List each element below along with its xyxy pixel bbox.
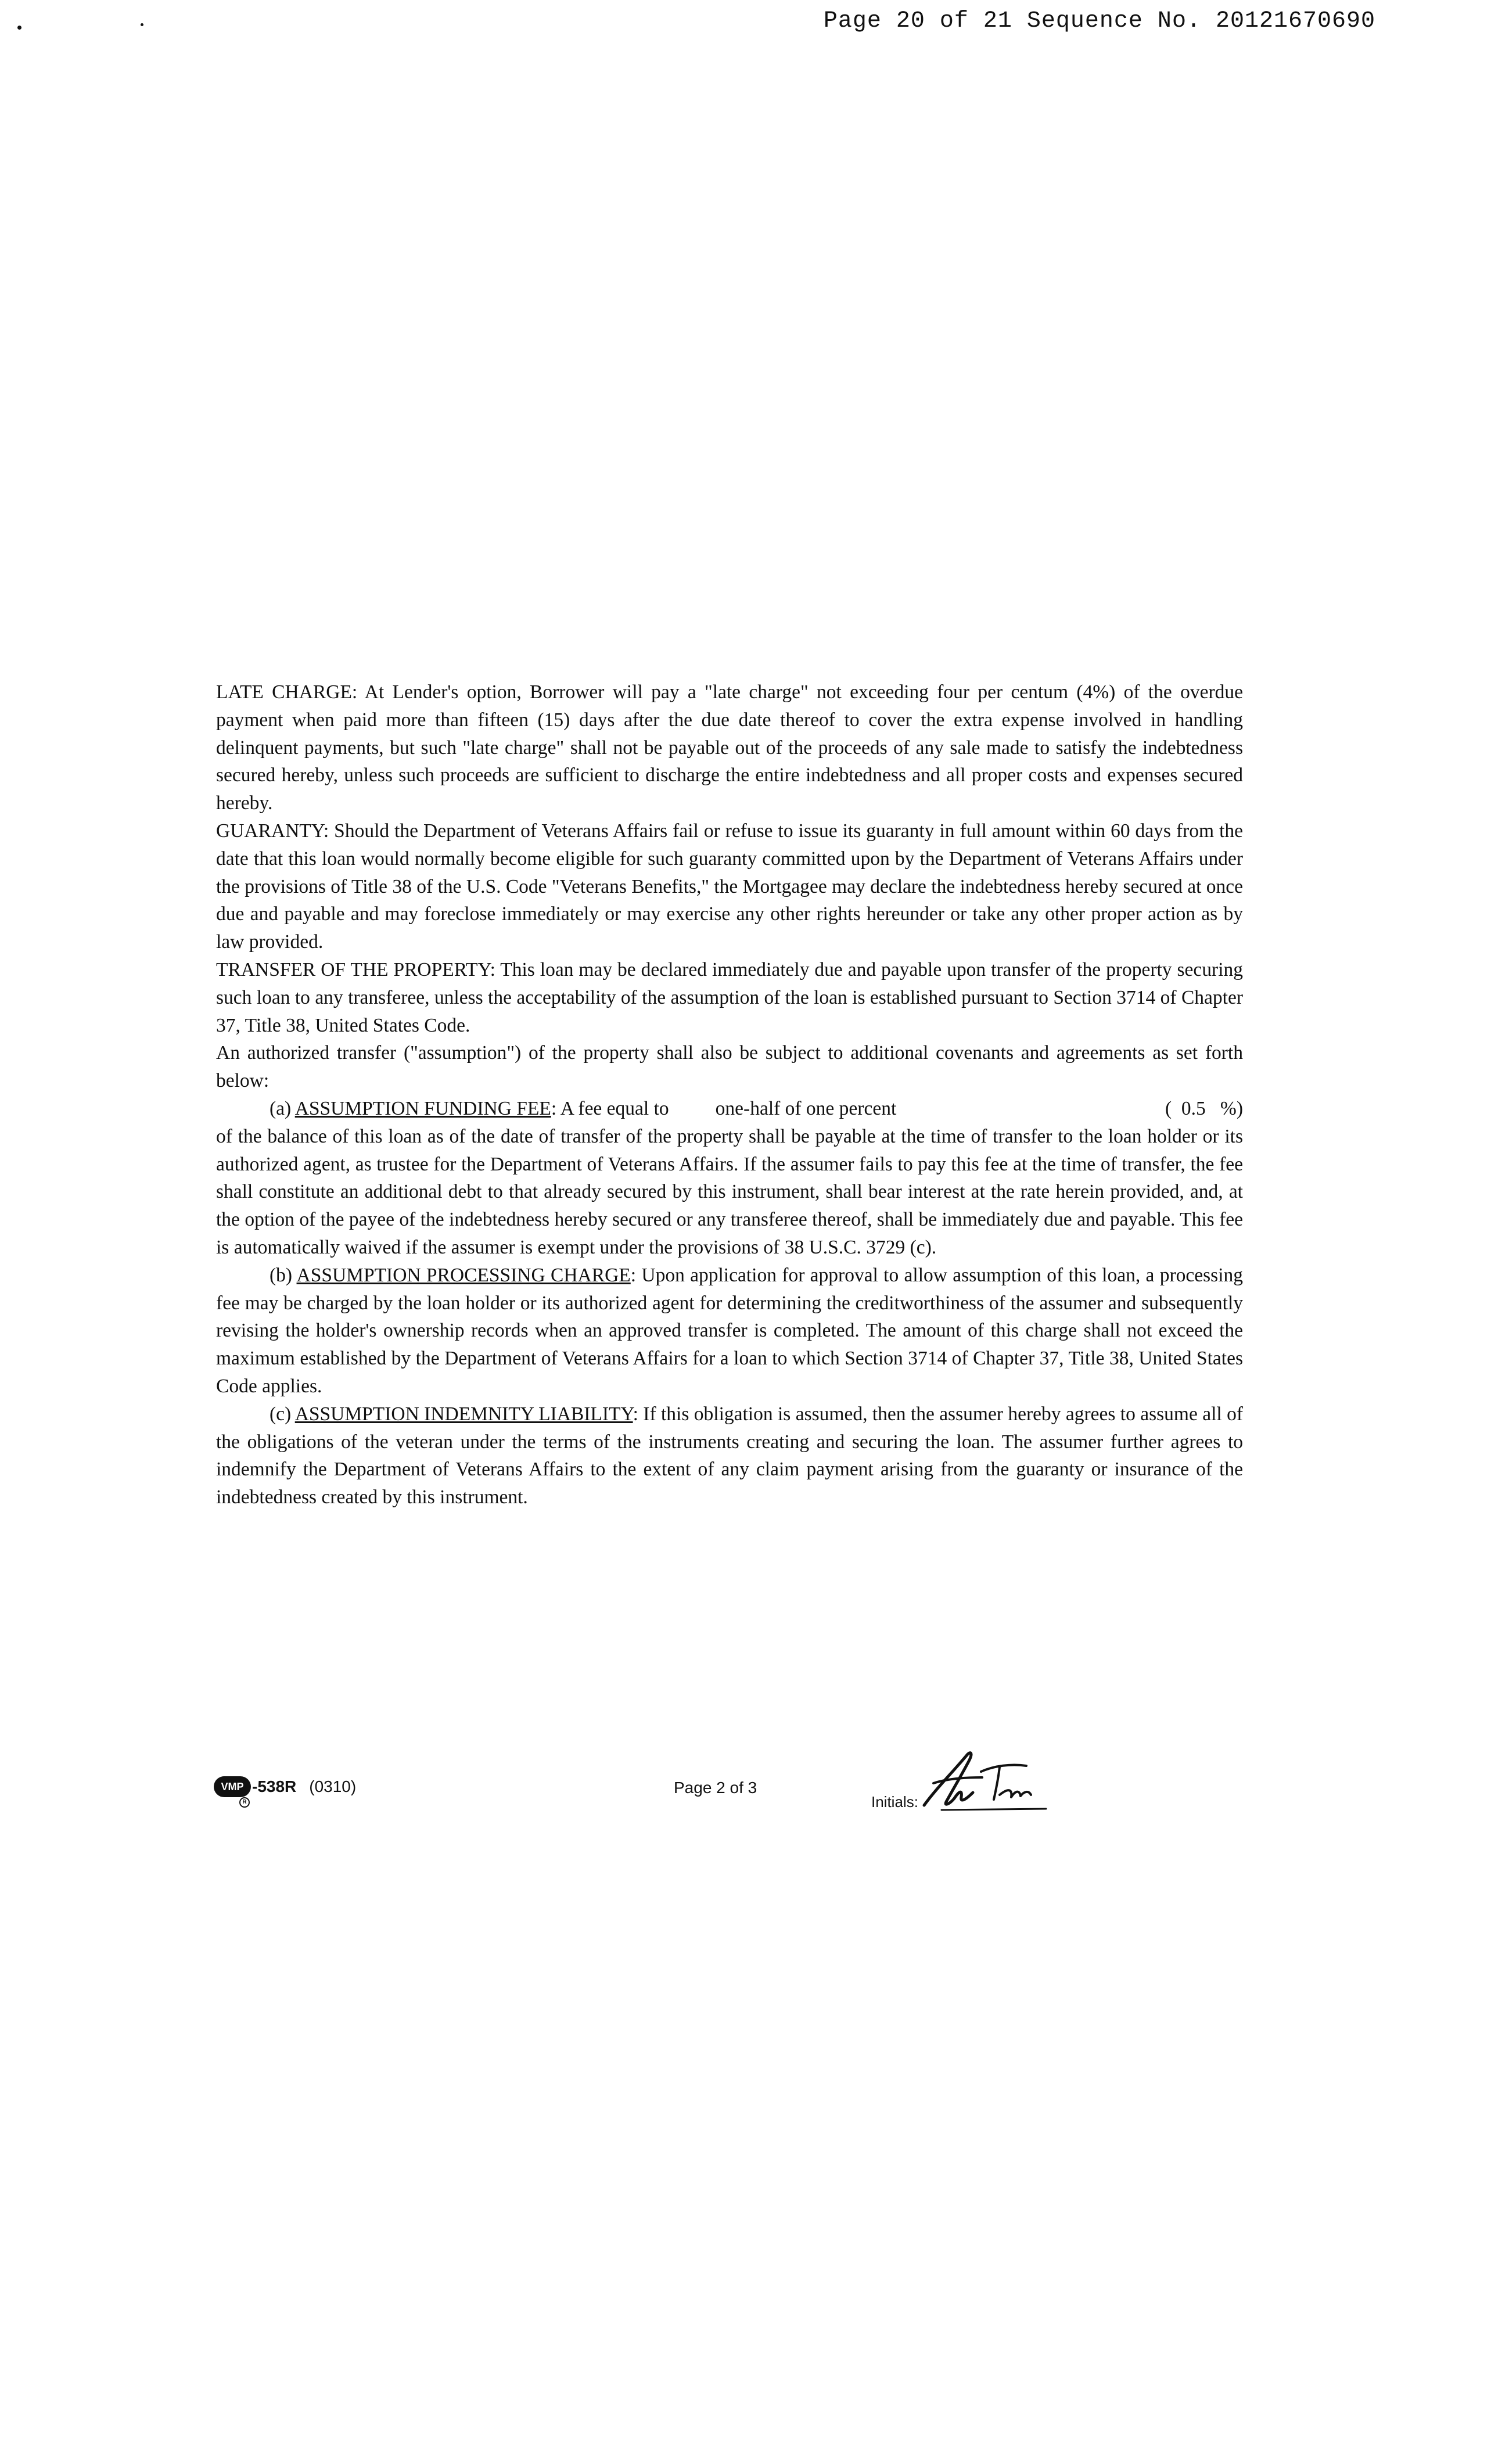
processing-charge-heading: ASSUMPTION PROCESSING CHARGE: [296, 1264, 631, 1286]
indemnity-text: : If this obligation is assumed, then the assumer hereby agrees to assume all of the obligations of the veteran under the terms of the instruments creating and securing the loan. The assumer further agrees to indemnify the Department of Veterans Affairs to the extent of any claim payment arising from the guaranty or insurance of the indebtedness created by this instrument.: [216, 1403, 1243, 1508]
authorized-transfer-paragraph: An authorized transfer ("assumption") of the property shall also be subject to additional covenants and agreements as set forth below:: [216, 1042, 1243, 1092]
scan-speck: [141, 23, 143, 26]
indemnity-heading: ASSUMPTION INDEMNITY LIABILITY: [294, 1403, 633, 1425]
initials-label: Initials:: [871, 1793, 918, 1811]
funding-fee-prefix: (a): [270, 1097, 292, 1119]
processing-charge-prefix: (b): [270, 1264, 293, 1286]
registered-mark-icon: R: [239, 1797, 250, 1808]
scan-speck: [17, 26, 21, 30]
form-number: -538R: [252, 1777, 297, 1795]
initials-block: [871, 1748, 1064, 1818]
page-number: Page 2 of 3: [674, 1779, 757, 1797]
funding-fee-first-line: [216, 1095, 1243, 1123]
page-sequence-header: Page 20 of 21 Sequence No. 20121670690: [823, 8, 1375, 34]
processing-charge-paragraph: [216, 1262, 1243, 1400]
guaranty-paragraph: GUARANTY: Should the Department of Veterans Affairs fail or refuse to issue its guaranty in full amount within 60 days from the date that this loan would normally become eligible for such guaranty committed upon by the Department of Veterans Affairs under the provisions of Title 38 of the U.S. Code "Veterans Benefits," the Mortgagee may declare the indebtedness hereby secured at once due and payable and may foreclose immediately or may exercise any other rights hereunder or take any other proper action as by law provided.: [216, 820, 1243, 953]
vmp-logo-text: VMP: [221, 1780, 244, 1793]
funding-fee-heading: ASSUMPTION FUNDING FEE: [294, 1097, 551, 1119]
indemnity-paragraph: [216, 1400, 1243, 1511]
funding-fee-amount-words: one-half of one percent: [715, 1097, 897, 1119]
indemnity-prefix: (c): [270, 1403, 292, 1425]
vmp-logo: [214, 1776, 251, 1805]
funding-fee-lead: : A fee equal to: [551, 1097, 669, 1119]
form-identifier: [214, 1776, 357, 1805]
form-revision: (0310): [309, 1777, 357, 1795]
processing-charge-text: : Upon application for approval to allow assumption of this loan, a processing fee may be charged by the loan holder or its authorized agent for determining the creditworthiness of the assumer and subsequently revising the holder's ownership records when an approved transfer is completed. The amount of this charge shall not exceed the maximum established by the Department of Veterans Affairs for a loan to which Section 3714 of Chapter 37, Title 38, United States Code applies.: [216, 1264, 1243, 1397]
funding-fee-paragraph: of the balance of this loan as of the date of transfer of the property shall be payable at the time of transfer to the loan holder or its authorized agent, as trustee for the Department of Veterans Affairs. If the assumer fails to pay this fee at the time of transfer, the fee shall constitute an additional debt to that already secured by this instrument, shall bear interest at the rate herein provided, and, at the option of the payee of the indebtedness hereby secured or any transferee thereof, shall be immediately due and payable. This fee is automatically waived if the assumer is exempt under the provisions of 38 U.S.C. 3729 (c).: [216, 1125, 1243, 1258]
late-charge-paragraph: LATE CHARGE: At Lender's option, Borrower will pay a "late charge" not exceeding four per centum (4%) of the overdue payment when paid more than fifteen (15) days after the due date thereof to cover the extra expense involved in handling delinquent payments, but such "late charge" shall not be payable out of the proceeds of any sale made to satisfy the indebtedness secured hereby, unless such proceeds are sufficient to discharge the entire indebtedness and all proper costs and expenses secured hereby.: [216, 681, 1243, 814]
transfer-paragraph: TRANSFER OF THE PROPERTY: This loan may be declared immediately due and payable upon transfer of the property securing such loan to any transferee, unless the acceptability of the assumption of the loan is established pursuant to Section 3714 of Chapter 37, Title 38, United States Code.: [216, 958, 1243, 1036]
funding-fee-rate: ( 0.5 %): [1165, 1097, 1243, 1119]
handwritten-initials-signature: [912, 1748, 1064, 1818]
document-body: [216, 678, 1243, 1511]
